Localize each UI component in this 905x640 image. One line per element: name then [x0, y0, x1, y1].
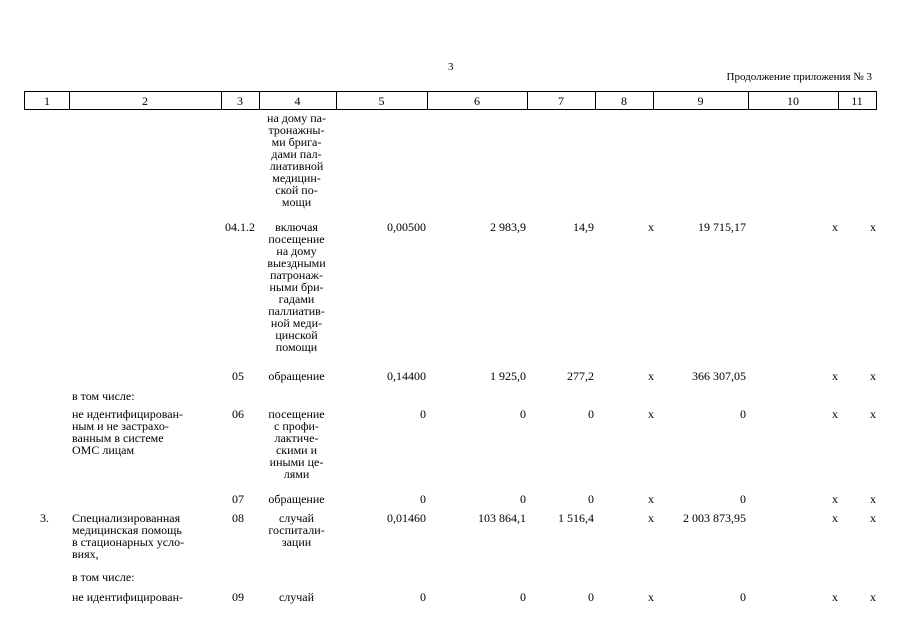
row-col-5: 0,00500: [387, 220, 426, 234]
table-row: на дому па- тронажны- ми брига- дами пал- лиативной медицин- ской по- мощи: [267, 111, 326, 209]
row-col-6: 1 925,0: [490, 369, 526, 383]
row-col-8: х: [648, 590, 654, 604]
row-col-6: 0: [520, 492, 526, 506]
row-unit: обращение: [268, 492, 325, 506]
row-col-12: х: [870, 590, 876, 604]
row-col-8: х: [648, 407, 654, 421]
header-col-9: 9: [697, 94, 704, 108]
header-col-6: 6: [474, 94, 480, 108]
table-row: в том числе:: [72, 389, 135, 403]
row-name: Специализированная медицинская помощь в стационарных усло- виях,: [72, 511, 185, 561]
header-col-4: 4: [294, 94, 301, 108]
row-name: не идентифицирован-: [72, 590, 183, 604]
row-col-12: х: [870, 511, 876, 525]
row-unit: случай госпитали- зации: [268, 511, 325, 549]
row-col-9: 19 715,17: [698, 220, 746, 234]
page-number: 3: [448, 61, 454, 73]
row-col-6: 0: [520, 407, 526, 421]
row-unit: посещение с профи- лактиче- скими и иными це- лями: [268, 407, 325, 481]
row-number: 3.: [40, 511, 49, 525]
row-col-9: 0: [740, 492, 746, 506]
row-unit: обращение: [268, 369, 325, 383]
row-col-11: х: [832, 407, 838, 421]
header-col-8: 8: [621, 94, 627, 108]
row-col-7: 0: [588, 590, 594, 604]
row-code: 06: [232, 407, 244, 421]
row-col-5: 0,14400: [387, 369, 426, 383]
row-col-11: х: [832, 492, 838, 506]
header-col-5: 5: [378, 94, 385, 108]
row-col-12: х: [870, 407, 876, 421]
row-col-11: х: [832, 511, 838, 525]
continuation-label: Продолжение приложения № 3: [726, 71, 872, 83]
table-body: [0, 110, 905, 640]
row-col-8: х: [648, 492, 654, 506]
row-col-5: 0: [420, 492, 426, 506]
row-col-6: 103 864,1: [478, 511, 526, 525]
header-col-11: 11: [851, 94, 863, 108]
row-col-11: х: [832, 369, 838, 383]
row-col-7: 0: [588, 492, 594, 506]
row-col-9: 2 003 873,95: [683, 511, 746, 525]
header-col-2: 2: [142, 94, 148, 108]
row-col-6: 0: [520, 590, 526, 604]
row-col-9: 366 307,05: [692, 369, 746, 383]
row-col-8: х: [648, 511, 654, 525]
row-col-7: 1 516,4: [558, 511, 594, 525]
row-col-12: х: [870, 369, 876, 383]
row-col-11: х: [832, 220, 838, 234]
row-col-6: 2 983,9: [490, 220, 526, 234]
row-col-11: х: [832, 590, 838, 604]
row-col-7: 14,9: [573, 220, 594, 234]
row-name: не идентифицирован- ным и не застрахо- ванным в системе ОМС лицам: [72, 407, 183, 457]
row-col-5: 0,01460: [387, 511, 426, 525]
header-col-7: 7: [558, 94, 564, 108]
row-code: 04.1.2: [225, 220, 255, 234]
row-unit: случай: [278, 590, 315, 604]
row-col-8: х: [648, 369, 654, 383]
row-col-9: 0: [740, 407, 746, 421]
row-col-7: 0: [588, 407, 594, 421]
row-code: 07: [232, 492, 244, 506]
row-col-7: 277,2: [567, 369, 594, 383]
header-col-10: 10: [787, 94, 799, 108]
row-code: 08: [232, 511, 244, 525]
row-col-8: х: [648, 220, 654, 234]
header-col-3: 3: [237, 94, 243, 108]
row-col-12: х: [870, 492, 876, 506]
row-col-5: 0: [420, 407, 426, 421]
row-code: 09: [232, 590, 244, 604]
header-col-1: 1: [44, 94, 50, 108]
row-unit: включая посещение на дому выездными патронаж- ными бри- гадами паллиатив- ной меди- цинской помощи: [267, 220, 326, 354]
row-col-5: 0: [420, 590, 426, 604]
row-code: 05: [232, 369, 244, 383]
row-col-12: х: [870, 220, 876, 234]
row-col-9: 0: [740, 590, 746, 604]
table-header-row: [24, 91, 877, 110]
table-row: в том числе:: [72, 570, 135, 584]
